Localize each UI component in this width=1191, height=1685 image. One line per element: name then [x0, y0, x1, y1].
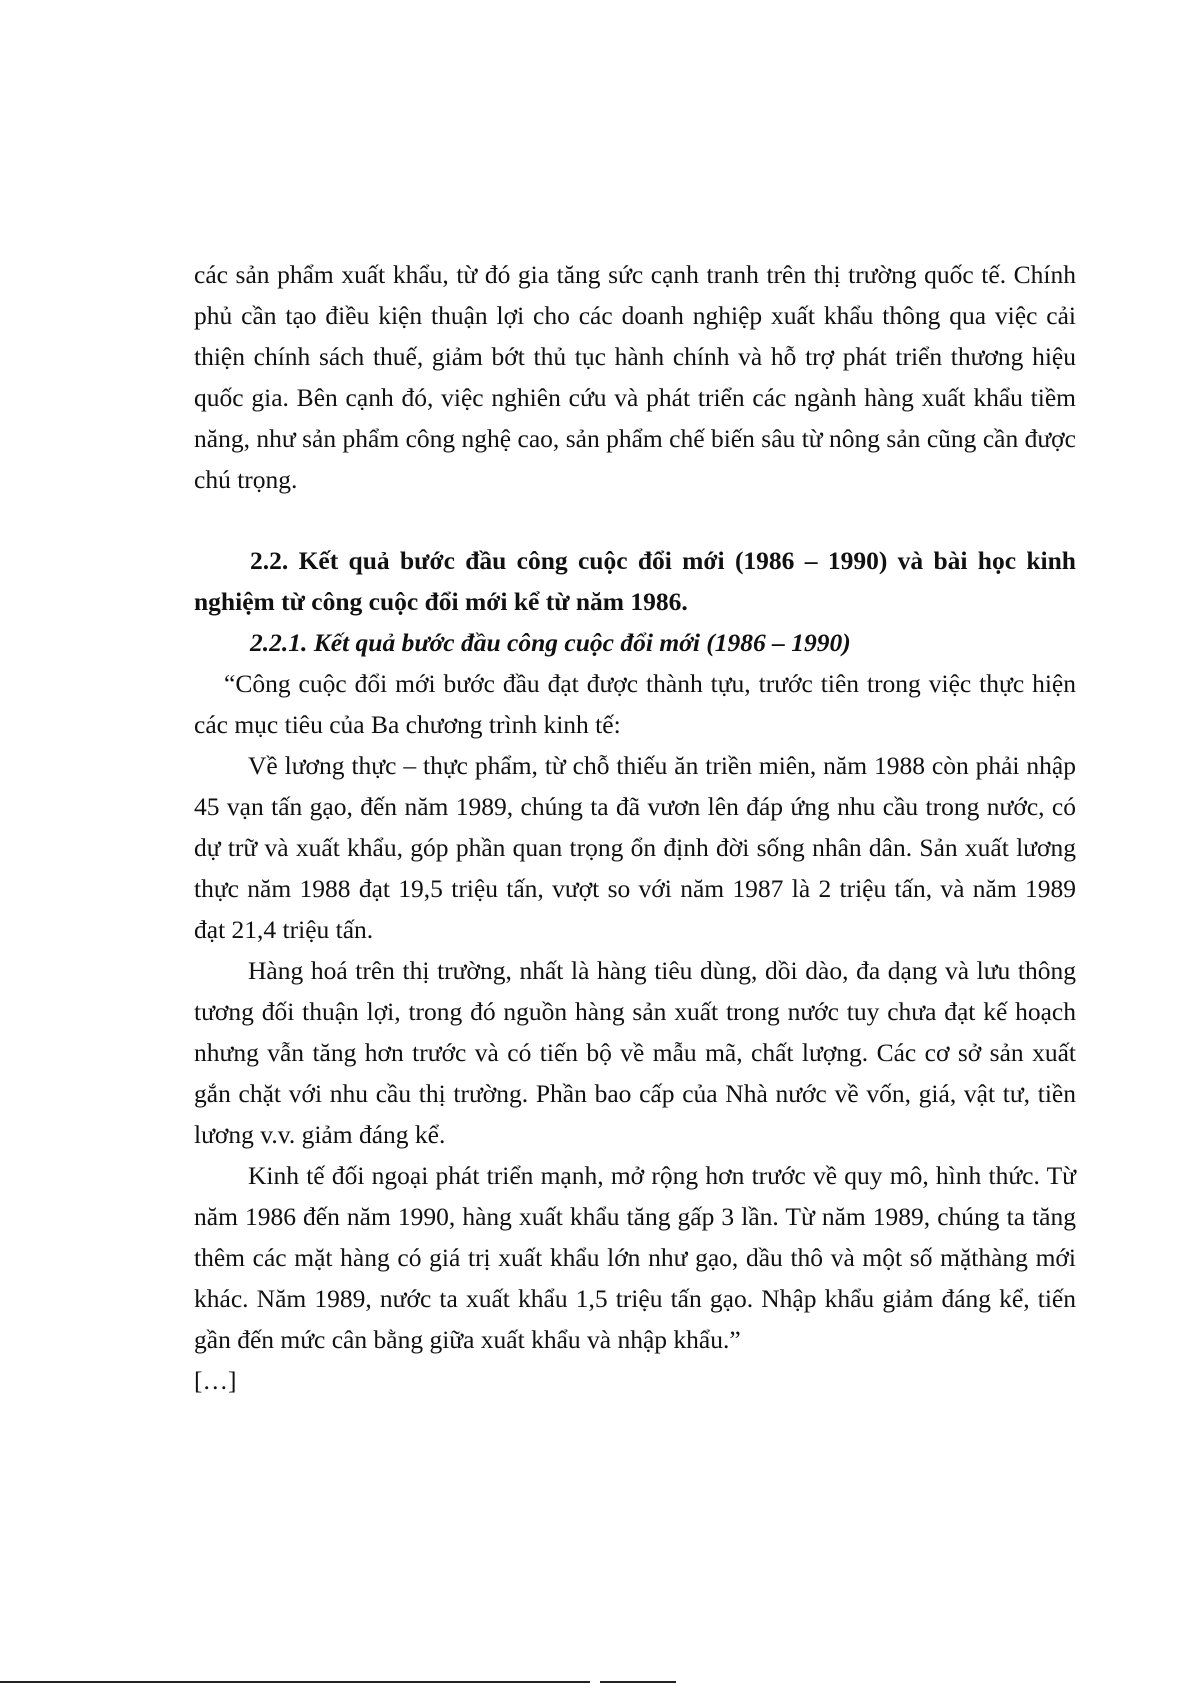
quote-intro-paragraph: “Công cuộc đổi mới bước đầu đạt được thành tựu, trước tiên trong việc thực hiện các mục tiêu của Ba chương trình kinh tế:: [194, 669, 1076, 739]
subsection-heading: 2.2.1. Kết quả bước đầu công cuộc đổi mới (1986 – 1990): [250, 628, 851, 657]
food-paragraph: Về lương thực – thực phẩm, từ chỗ thiếu ăn triền miên, năm 1988 còn phải nhập 45 vạn tấn gạo, đến năm 1989, chúng ta đã vươn lên đáp ứng nhu cầu trong nước, có dự trữ và xuất khẩu, góp phần quan trọng ổn định đời sống nhân dân. Sản xuất lương thực năm 1988 đạt 19,5 triệu tấn, vượt so với năm 1987 là 2 triệu tấn, và năm 1989 đạt 21,4 triệu tấn.: [194, 751, 1076, 944]
footer-rule-left: [0, 1681, 590, 1683]
goods-paragraph: Hàng hoá trên thị trường, nhất là hàng tiêu dùng, dồi dào, đa dạng và lưu thông tương đối thuận lợi, trong đó nguồn hàng sản xuất trong nước tuy chưa đạt kế hoạch nhưng vẫn tăng hơn trước và có tiến bộ về mẫu mã, chất lượng. Các cơ sở sản xuất gắn chặt với nhu cầu thị trường. Phần bao cấp của Nhà nước về vốn, giá, vật tư, tiền lương v.v. giảm đáng kể.: [194, 956, 1076, 1149]
intro-paragraph: các sản phẩm xuất khẩu, từ đó gia tăng sức cạnh tranh trên thị trường quốc tế. Chính phủ cần tạo điều kiện thuận lợi cho các doanh nghiệp xuất khẩu thông qua việc cải thiện chính sách thuế, giảm bớt thủ tục hành chính và hỗ trợ phát triển thương hiệu quốc gia. Bên cạnh đó, việc nghiên cứu và phát triển các ngành hàng xuất khẩu tiềm năng, như sản phẩm công nghệ cao, sản phẩm chế biến sâu từ nông sản cũng cần được chú trọng.: [194, 260, 1076, 494]
document-body: [194, 254, 1076, 1401]
footer-rule-right: [600, 1681, 676, 1683]
section-heading: 2.2. Kết quả bước đầu công cuộc đổi mới (1986 – 1990) và bài học kinh nghiệm từ công cuộc đổi mới kể từ năm 1986.: [194, 546, 1076, 616]
ellipsis-marker: […]: [194, 1366, 237, 1395]
foreign-economy-paragraph: Kinh tế đối ngoại phát triển mạnh, mở rộng hơn trước về quy mô, hình thức. Từ năm 1986 đến năm 1990, hàng xuất khẩu tăng gấp 3 lần. Từ năm 1989, chúng ta tăng thêm các mặt hàng có giá trị xuất khẩu lớn như gạo, dầu thô và một số mặthàng mới khác. Năm 1989, nước ta xuất khẩu 1,5 triệu tấn gạo. Nhập khẩu giảm đáng kể, tiến gần đến mức cân bằng giữa xuất khẩu và nhập khẩu.”: [194, 1161, 1076, 1354]
